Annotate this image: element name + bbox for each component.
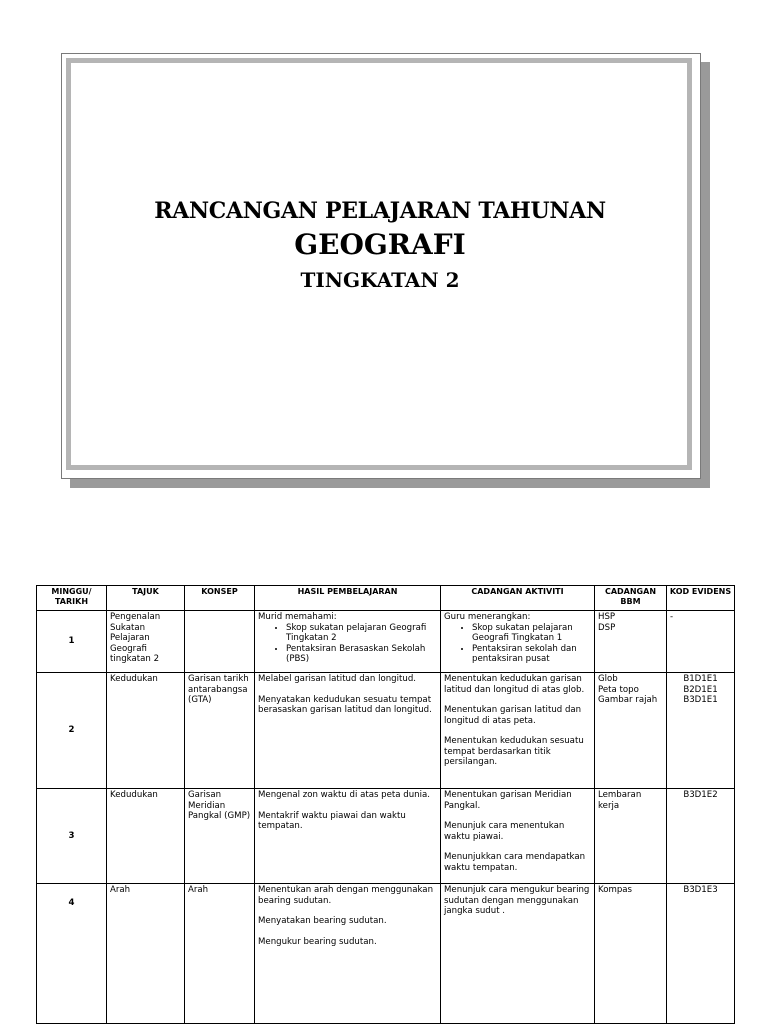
header-hasil: HASIL PEMBELAJARAN <box>255 586 441 611</box>
aktiviti-item: Menentukan kedudukan garisan latitud dan longitud di atas glob. <box>444 674 585 695</box>
kod-item: - <box>670 612 674 622</box>
aktiviti-cell <box>441 673 595 789</box>
kod-cell <box>667 673 735 789</box>
konsep-cell: Garisan tarikh antarabangsa (GTA) <box>185 673 255 789</box>
konsep-cell <box>185 611 255 673</box>
bbm-cell <box>595 884 667 1024</box>
week-number: 4 <box>68 898 75 908</box>
tajuk-cell: Arah <box>107 884 185 1024</box>
aktiviti-item: Menunjukkan cara mendapatkan waktu tempatan. <box>444 852 586 873</box>
list-item: • Skop sukatan pelajaran Geografi Tingkatan 1 <box>472 623 591 644</box>
hasil-cell <box>255 884 441 1024</box>
week-cell <box>37 884 107 1024</box>
hasil-intro: Murid memahami: <box>258 612 337 622</box>
kod-item: B1D1E1 <box>683 674 718 684</box>
aktiviti-list <box>444 623 591 665</box>
hasil-item: Mengukur bearing sudutan. <box>258 936 377 947</box>
week-cell: 3 <box>37 789 107 884</box>
bbm-cell <box>595 789 667 884</box>
table-row <box>37 673 735 789</box>
header-minggu: MINGGU/ TARIKH <box>37 586 107 611</box>
bbm-item: Gambar rajah <box>598 695 658 705</box>
header-konsep: KONSEP <box>185 586 255 611</box>
aktiviti-item: Menentukan kedudukan sesuatu tempat berdasarkan titik persilangan. <box>444 736 584 767</box>
aktiviti-cell <box>441 611 595 673</box>
week-cell: 1 <box>37 611 107 673</box>
aktiviti-cell <box>441 789 595 884</box>
cover-title-subject: GEOGRAFI <box>294 228 466 261</box>
bbm-cell <box>595 673 667 789</box>
hasil-item: Menyatakan kedudukan sesuatu tempat berasaskan garisan latitud dan longitud. <box>258 694 432 715</box>
table-row <box>37 789 735 884</box>
tajuk-cell: Pengenalan Sukatan Pelajaran Geografi tingkatan 2 <box>107 611 185 673</box>
aktiviti-item: Menentukan garisan latitud dan longitud di atas peta. <box>444 705 582 726</box>
aktiviti-cell <box>441 884 595 1024</box>
aktiviti-item: Menunjuk cara menentukan waktu piawai. <box>444 821 565 842</box>
bbm-item: Glob <box>598 674 618 684</box>
kod-cell <box>667 611 735 673</box>
header-bbm: CADANGAN BBM <box>595 586 667 611</box>
hasil-item: Melabel garisan latitud dan longitud. <box>258 674 417 684</box>
hasil-cell <box>255 611 441 673</box>
table-header-row <box>37 586 735 611</box>
tajuk-cell: Kedudukan <box>107 673 185 789</box>
hasil-cell <box>255 673 441 789</box>
konsep-cell: Garisan Meridian Pangkal (GMP) <box>185 789 255 884</box>
kod-cell <box>667 884 735 1024</box>
hasil-item: Mentakrif waktu piawai dan waktu tempatan. <box>258 810 406 831</box>
hasil-cell <box>255 789 441 884</box>
cover-title-grade: TINGKATAN 2 <box>300 268 460 292</box>
hasil-item: Menentukan arah dengan menggunakan bearing sudutan. <box>258 885 434 906</box>
tajuk-cell: Kedudukan <box>107 789 185 884</box>
kod-cell <box>667 789 735 884</box>
list-item: • Pentaksiran Berasaskan Sekolah (PBS) <box>286 644 437 665</box>
kod-item: B3D1E3 <box>683 885 718 895</box>
list-item: • Skop sukatan pelajaran Geografi Tingkatan 2 <box>286 623 437 644</box>
header-kod: KOD EVIDENS <box>667 586 735 611</box>
bbm-cell <box>595 611 667 673</box>
aktiviti-item: Menentukan garisan Meridian Pangkal. <box>444 790 572 811</box>
aktiviti-item: Menunjuk cara mengukur bearing sudutan dengan menggunakan jangka sudut . <box>444 885 590 916</box>
hasil-item: Menyatakan bearing sudutan. <box>258 916 387 926</box>
bbm-item: Lembaran kerja <box>598 790 642 811</box>
hasil-list <box>258 623 437 665</box>
hasil-item: Mengenal zon waktu di atas peta dunia. <box>258 790 431 800</box>
aktiviti-intro: Guru menerangkan: <box>444 612 531 622</box>
bbm-item: Kompas <box>598 885 633 895</box>
lesson-plan-table <box>36 585 735 1024</box>
table-row <box>37 611 735 673</box>
bbm-item: Peta topo <box>598 684 639 695</box>
kod-item: B2D1E1 <box>683 684 718 695</box>
bbm-item: DSP <box>598 622 616 633</box>
header-tajuk: TAJUK <box>107 586 185 611</box>
week-cell: 2 <box>37 673 107 789</box>
table-row <box>37 884 735 1024</box>
konsep-cell: Arah <box>185 884 255 1024</box>
list-item: • Pentaksiran sekolah dan pentaksiran pusat <box>472 644 591 665</box>
cover-title-line1: RANCANGAN PELAJARAN TAHUNAN <box>154 198 606 224</box>
header-aktiviti: CADANGAN AKTIVITI <box>441 586 595 611</box>
bbm-item: HSP <box>598 612 616 622</box>
kod-item: B3D1E2 <box>683 790 718 800</box>
kod-item: B3D1E1 <box>683 695 718 705</box>
cover-inner-border <box>66 58 692 470</box>
